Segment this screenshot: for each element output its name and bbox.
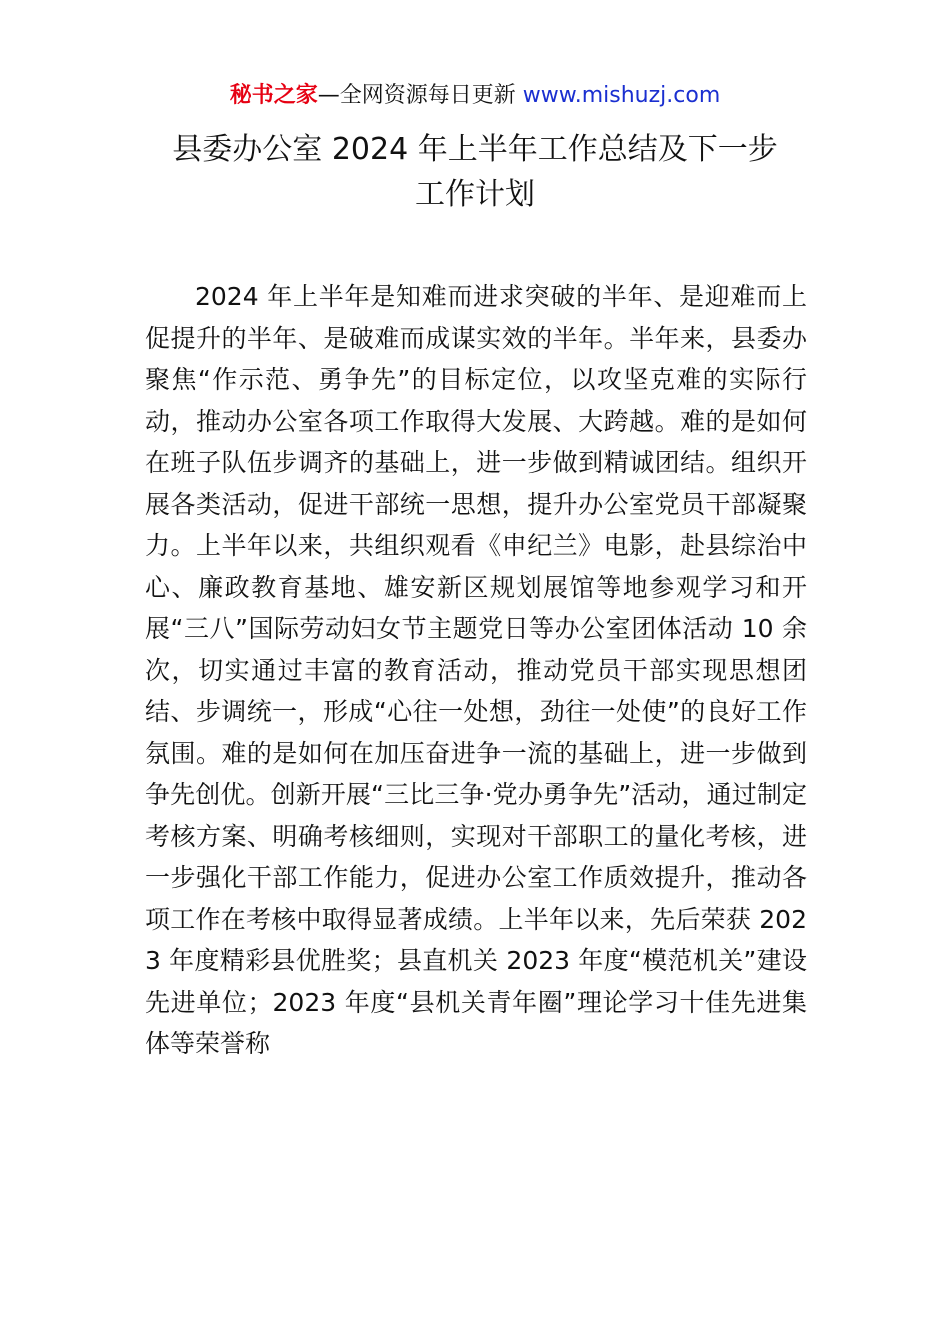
title-line-1: 县委办公室 2024 年上半年工作总结及下一步 bbox=[172, 132, 778, 167]
site-brand: 秘书之家 bbox=[229, 83, 318, 108]
site-tagline: —全网资源每日更新 bbox=[317, 83, 523, 108]
body-paragraph: 2024 年上半年是知难而进求突破的半年、是迎难而上促提升的半年、是破难而成谋实效的半年。半年来，县委办聚焦“作示范、勇争先”的目标定位，以攻坚克难的实际行动，推动办公室各项工作取得大发展、大跨越。难的是如何在班子队伍步调齐的基础上，进一步做到精诚团结。组织开展各类活动，促进干部统一思想，提升办公室党员干部凝聚力。上半年以来，共组织观看《申纪兰》电影，赴县综治中心、廉政教育基地、雄安新区规划展馆等地参观学习和开展“三八”国际劳动妇女节主题党日等办公室团体活动 10 余次，切实通过丰富的教育活动，推动党员干部实现思想团结、步调统一，形成“心往一处想，劲往一处使”的良好工作氛围。难的是如何在加压奋进争一流的基础上，进一步做到争先创优。创新开展“三比三争·党办勇争先”活动，通过制定考核方案、明确考核细则，实现对干部职工的量化考核，进一步强化干部工作能力，促进办公室工作质效提升，推动各项工作在考核中取得显著成绩。上半年以来，先后荣获 2023 年度精彩县优胜奖；县直机关 2023 年度“模范机关”建设先进单位；2023 年度“县机关青年圈”理论学习十佳先进集体等荣誉称 bbox=[145, 282, 807, 1058]
site-header bbox=[0, 80, 950, 112]
title-line-2: 工作计划 bbox=[415, 177, 535, 212]
site-url-link[interactable]: www.mishuzj.com bbox=[522, 83, 721, 108]
document-title bbox=[140, 127, 810, 217]
